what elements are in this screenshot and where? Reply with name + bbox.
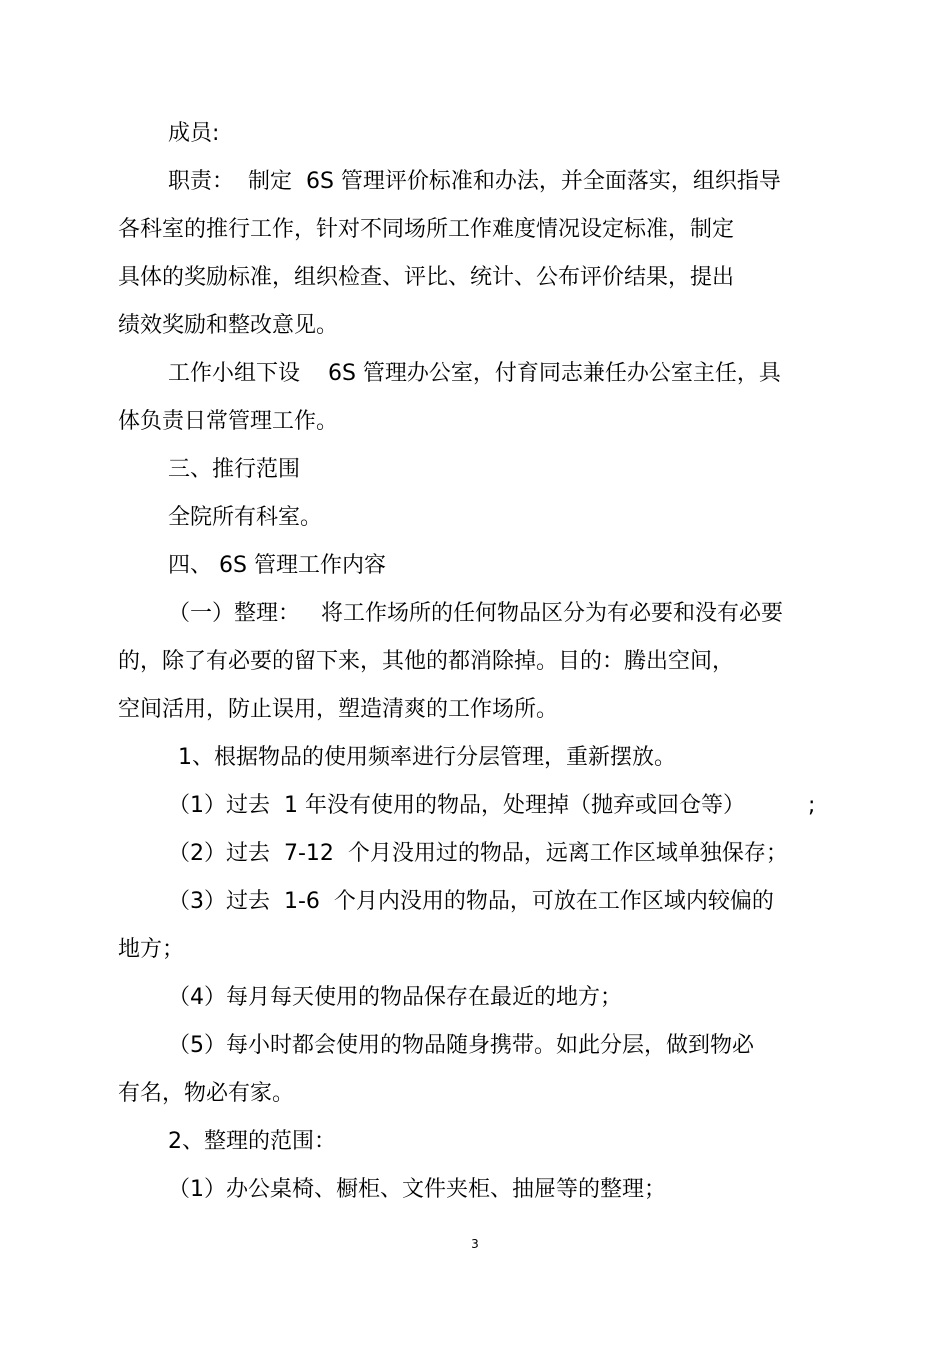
list-item: （3）过去 1-6 个月内没用的物品，可放在工作区域内较偏的 bbox=[168, 889, 774, 914]
paragraph-line: 成员: bbox=[168, 121, 220, 146]
paragraph-line: 工作小组下设 6S 管理办公室，付育同志兼任办公室主任，具 bbox=[168, 361, 781, 386]
paragraph-line: 职责： 制定 6S 管理评价标准和办法，并全面落实，组织指导 bbox=[168, 169, 781, 194]
paragraph-line: （一）整理： 将工作场所的任何物品区分为有必要和没有必要 bbox=[168, 601, 783, 626]
list-item: （5）每小时都会使用的物品随身携带。如此分层，做到物必 bbox=[168, 1033, 754, 1058]
paragraph-line: 具体的奖励标准，组织检查、评比、统计、公布评价结果，提出 bbox=[118, 265, 735, 290]
paragraph-line: 空间活用，防止误用，塑造清爽的工作场所。 bbox=[118, 697, 559, 722]
list-item: （1）办公桌椅、橱柜、文件夹柜、抽屉等的整理； bbox=[168, 1177, 666, 1202]
page-number: 3 bbox=[471, 1237, 479, 1251]
list-item: 1、根据物品的使用频率进行分层管理，重新摆放。 bbox=[178, 745, 676, 770]
paragraph-line: 有名，物必有家。 bbox=[118, 1081, 295, 1106]
paragraph-line: 绩效奖励和整改意见。 bbox=[118, 313, 339, 338]
paragraph-line: 全院所有科室。 bbox=[168, 505, 323, 530]
paragraph-line: 的，除了有必要的留下来，其他的都消除掉。目的：腾出空间， bbox=[118, 649, 735, 674]
section-heading: 四、 6S 管理工作内容 bbox=[168, 553, 386, 578]
list-item: （2）过去 7-12 个月没用过的物品，远离工作区域单独保存； bbox=[168, 841, 788, 866]
paragraph-line: 各科室的推行工作，针对不同场所工作难度情况设定标准，制定 bbox=[118, 217, 735, 242]
section-heading: 三、推行范围 bbox=[168, 457, 301, 482]
list-item: （1）过去 1 年没有使用的物品，处理掉（抛弃或回仓等） bbox=[168, 793, 745, 818]
section-heading: 2、整理的范围： bbox=[168, 1129, 336, 1154]
paragraph-line: 体负责日常管理工作。 bbox=[118, 409, 339, 434]
trailing-semicolon: ; bbox=[808, 793, 816, 818]
paragraph-line: 地方； bbox=[118, 937, 185, 962]
list-item: （4）每月每天使用的物品保存在最近的地方； bbox=[168, 985, 622, 1010]
